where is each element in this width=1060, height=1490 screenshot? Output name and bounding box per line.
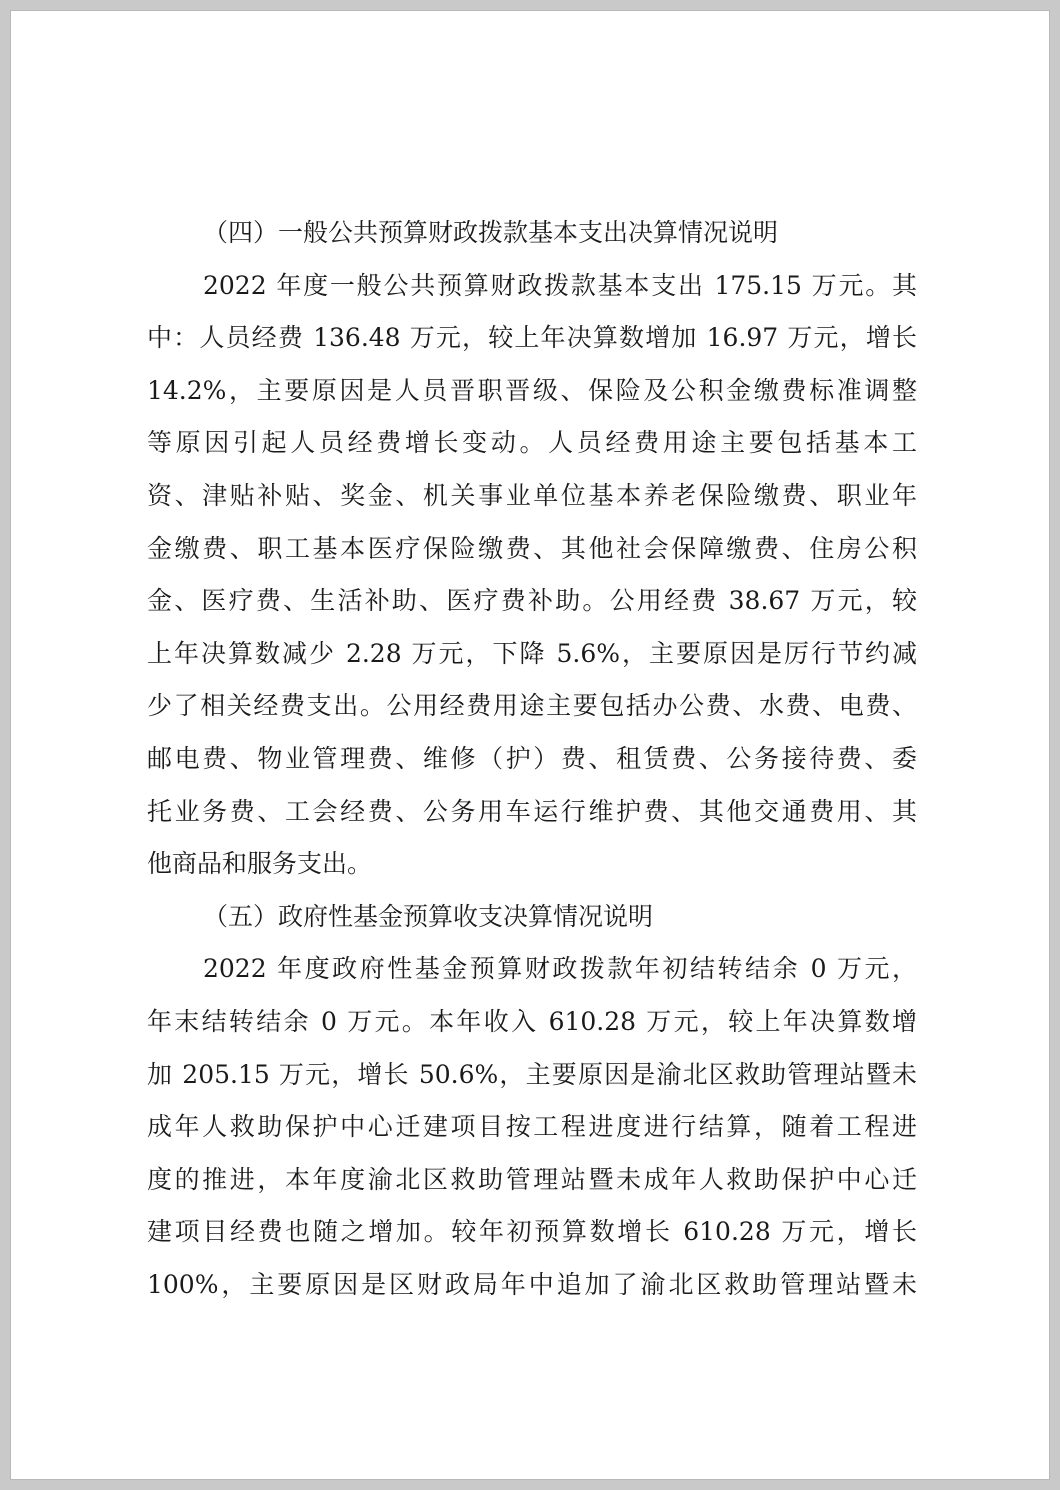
paragraph-line: 等原因引起人员经费增长变动。人员经费用途主要包括基本工 [147, 428, 917, 458]
paragraph-line: 少了相关经费支出。公用经费用途主要包括办公费、水费、电费、 [147, 691, 917, 721]
paragraph-line: 他商品和服务支出。 [147, 849, 373, 879]
paragraph-line: 资、津贴补贴、奖金、机关事业单位基本养老保险缴费、职业年 [147, 480, 917, 510]
section-4-heading: （四）一般公共预算财政拨款基本支出决算情况说明 [203, 218, 779, 247]
paragraph-line: 加 205.15 万元，增长 50.6%，主要原因是渝北区救助管理站暨未 [147, 1059, 917, 1089]
paragraph-line: 14.2%，主要原因是人员晋职晋级、保险及公积金缴费标准调整 [147, 375, 917, 405]
paragraph-line: 100%，主要原因是区财政局年中追加了渝北区救助管理站暨未 [147, 1269, 917, 1299]
paragraph-line: 建项目经费也随之增加。较年初预算数增长 610.28 万元，增长 [147, 1217, 917, 1247]
section-5-heading: （五）政府性基金预算收支决算情况说明 [203, 901, 654, 931]
paragraph-line: 2022 年度一般公共预算财政拨款基本支出 175.15 万元。其 [203, 270, 917, 300]
paragraph-line: 托业务费、工会经费、公务用车运行维护费、其他交通费用、其 [147, 796, 917, 826]
paragraph-line: 成年人救助保护中心迁建项目按工程进度进行结算，随着工程进 [147, 1112, 917, 1142]
document-body [147, 207, 917, 1311]
paragraph-line: 中：人员经费 136.48 万元，较上年决算数增加 16.97 万元，增长 [147, 323, 917, 353]
paragraph-line: 2022 年度政府性基金预算财政拨款年初结转结余 0 万元， [203, 954, 917, 984]
paragraph-line: 度的推进，本年度渝北区救助管理站暨未成年人救助保护中心迁 [147, 1164, 917, 1194]
paragraph-line: 金缴费、职工基本医疗保险缴费、其他社会保障缴费、住房公积 [147, 533, 917, 563]
document-page [10, 10, 1050, 1480]
paragraph-line: 邮电费、物业管理费、维修（护）费、租赁费、公务接待费、委 [147, 743, 917, 773]
paragraph-line: 年末结转结余 0 万元。本年收入 610.28 万元，较上年决算数增 [147, 1006, 917, 1036]
paragraph-line: 上年决算数减少 2.28 万元，下降 5.6%，主要原因是厉行节约减 [147, 638, 917, 668]
paragraph-line: 金、医疗费、生活补助、医疗费补助。公用经费 38.67 万元，较 [147, 586, 917, 616]
